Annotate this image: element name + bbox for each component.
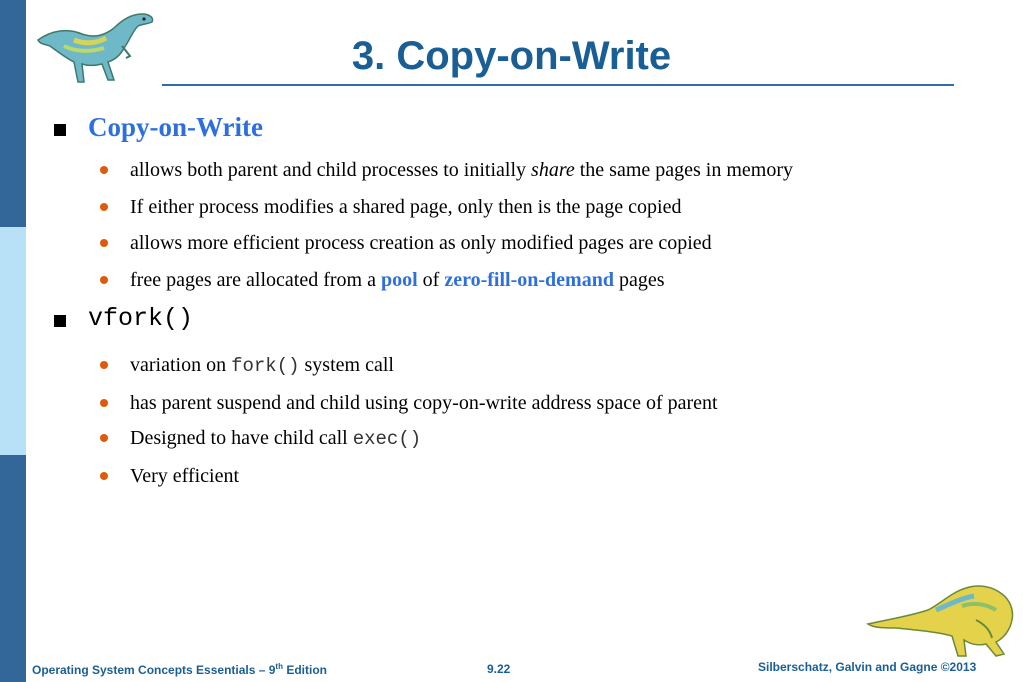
- square-bullet-icon: [54, 124, 66, 136]
- section-heading: vfork(): [88, 304, 194, 333]
- sidebar-segment-bottom: [0, 455, 26, 682]
- list-item-text: If either process modifies a shared page, only then is the page copied: [130, 196, 682, 218]
- footer-authors: Silberschatz, Galvin and Gagne ©2013: [758, 660, 977, 674]
- round-bullet-icon: [100, 361, 108, 369]
- list-item-text: Very efficient: [130, 465, 240, 487]
- round-bullet-icon: [100, 399, 108, 407]
- footer-book-title: Operating System Concepts Essentials – 9th Edition: [32, 662, 327, 677]
- round-bullet-icon: [100, 239, 108, 247]
- section-heading: Copy-on-Write: [88, 112, 263, 142]
- square-bullet-icon: [54, 315, 66, 327]
- list-item-text: free pages are allocated from a pool of zero-fill-on-demand pages: [130, 269, 665, 291]
- left-sidebar-band: [0, 0, 26, 682]
- list-item-text: allows more efficient process creation as only modified pages are copied: [130, 232, 712, 254]
- sidebar-segment-middle: [0, 227, 26, 455]
- list-item-text: Designed to have child call exec(): [130, 427, 422, 450]
- footer-page-number: 9.22: [487, 662, 511, 676]
- list-item-text: variation on fork() system call: [130, 354, 394, 377]
- slide-title: 3. Copy-on-Write: [351, 34, 672, 78]
- round-bullet-icon: [100, 276, 108, 284]
- title-divider: [162, 84, 954, 86]
- round-bullet-icon: [100, 203, 108, 211]
- round-bullet-icon: [100, 434, 108, 442]
- list-item-text: allows both parent and child processes to initially share the same pages in memory: [130, 159, 794, 181]
- round-bullet-icon: [100, 166, 108, 174]
- list-item-text: has parent suspend and child using copy-on-write address space of parent: [130, 392, 718, 414]
- round-bullet-icon: [100, 472, 108, 480]
- dinosaur-icon: [866, 580, 1016, 662]
